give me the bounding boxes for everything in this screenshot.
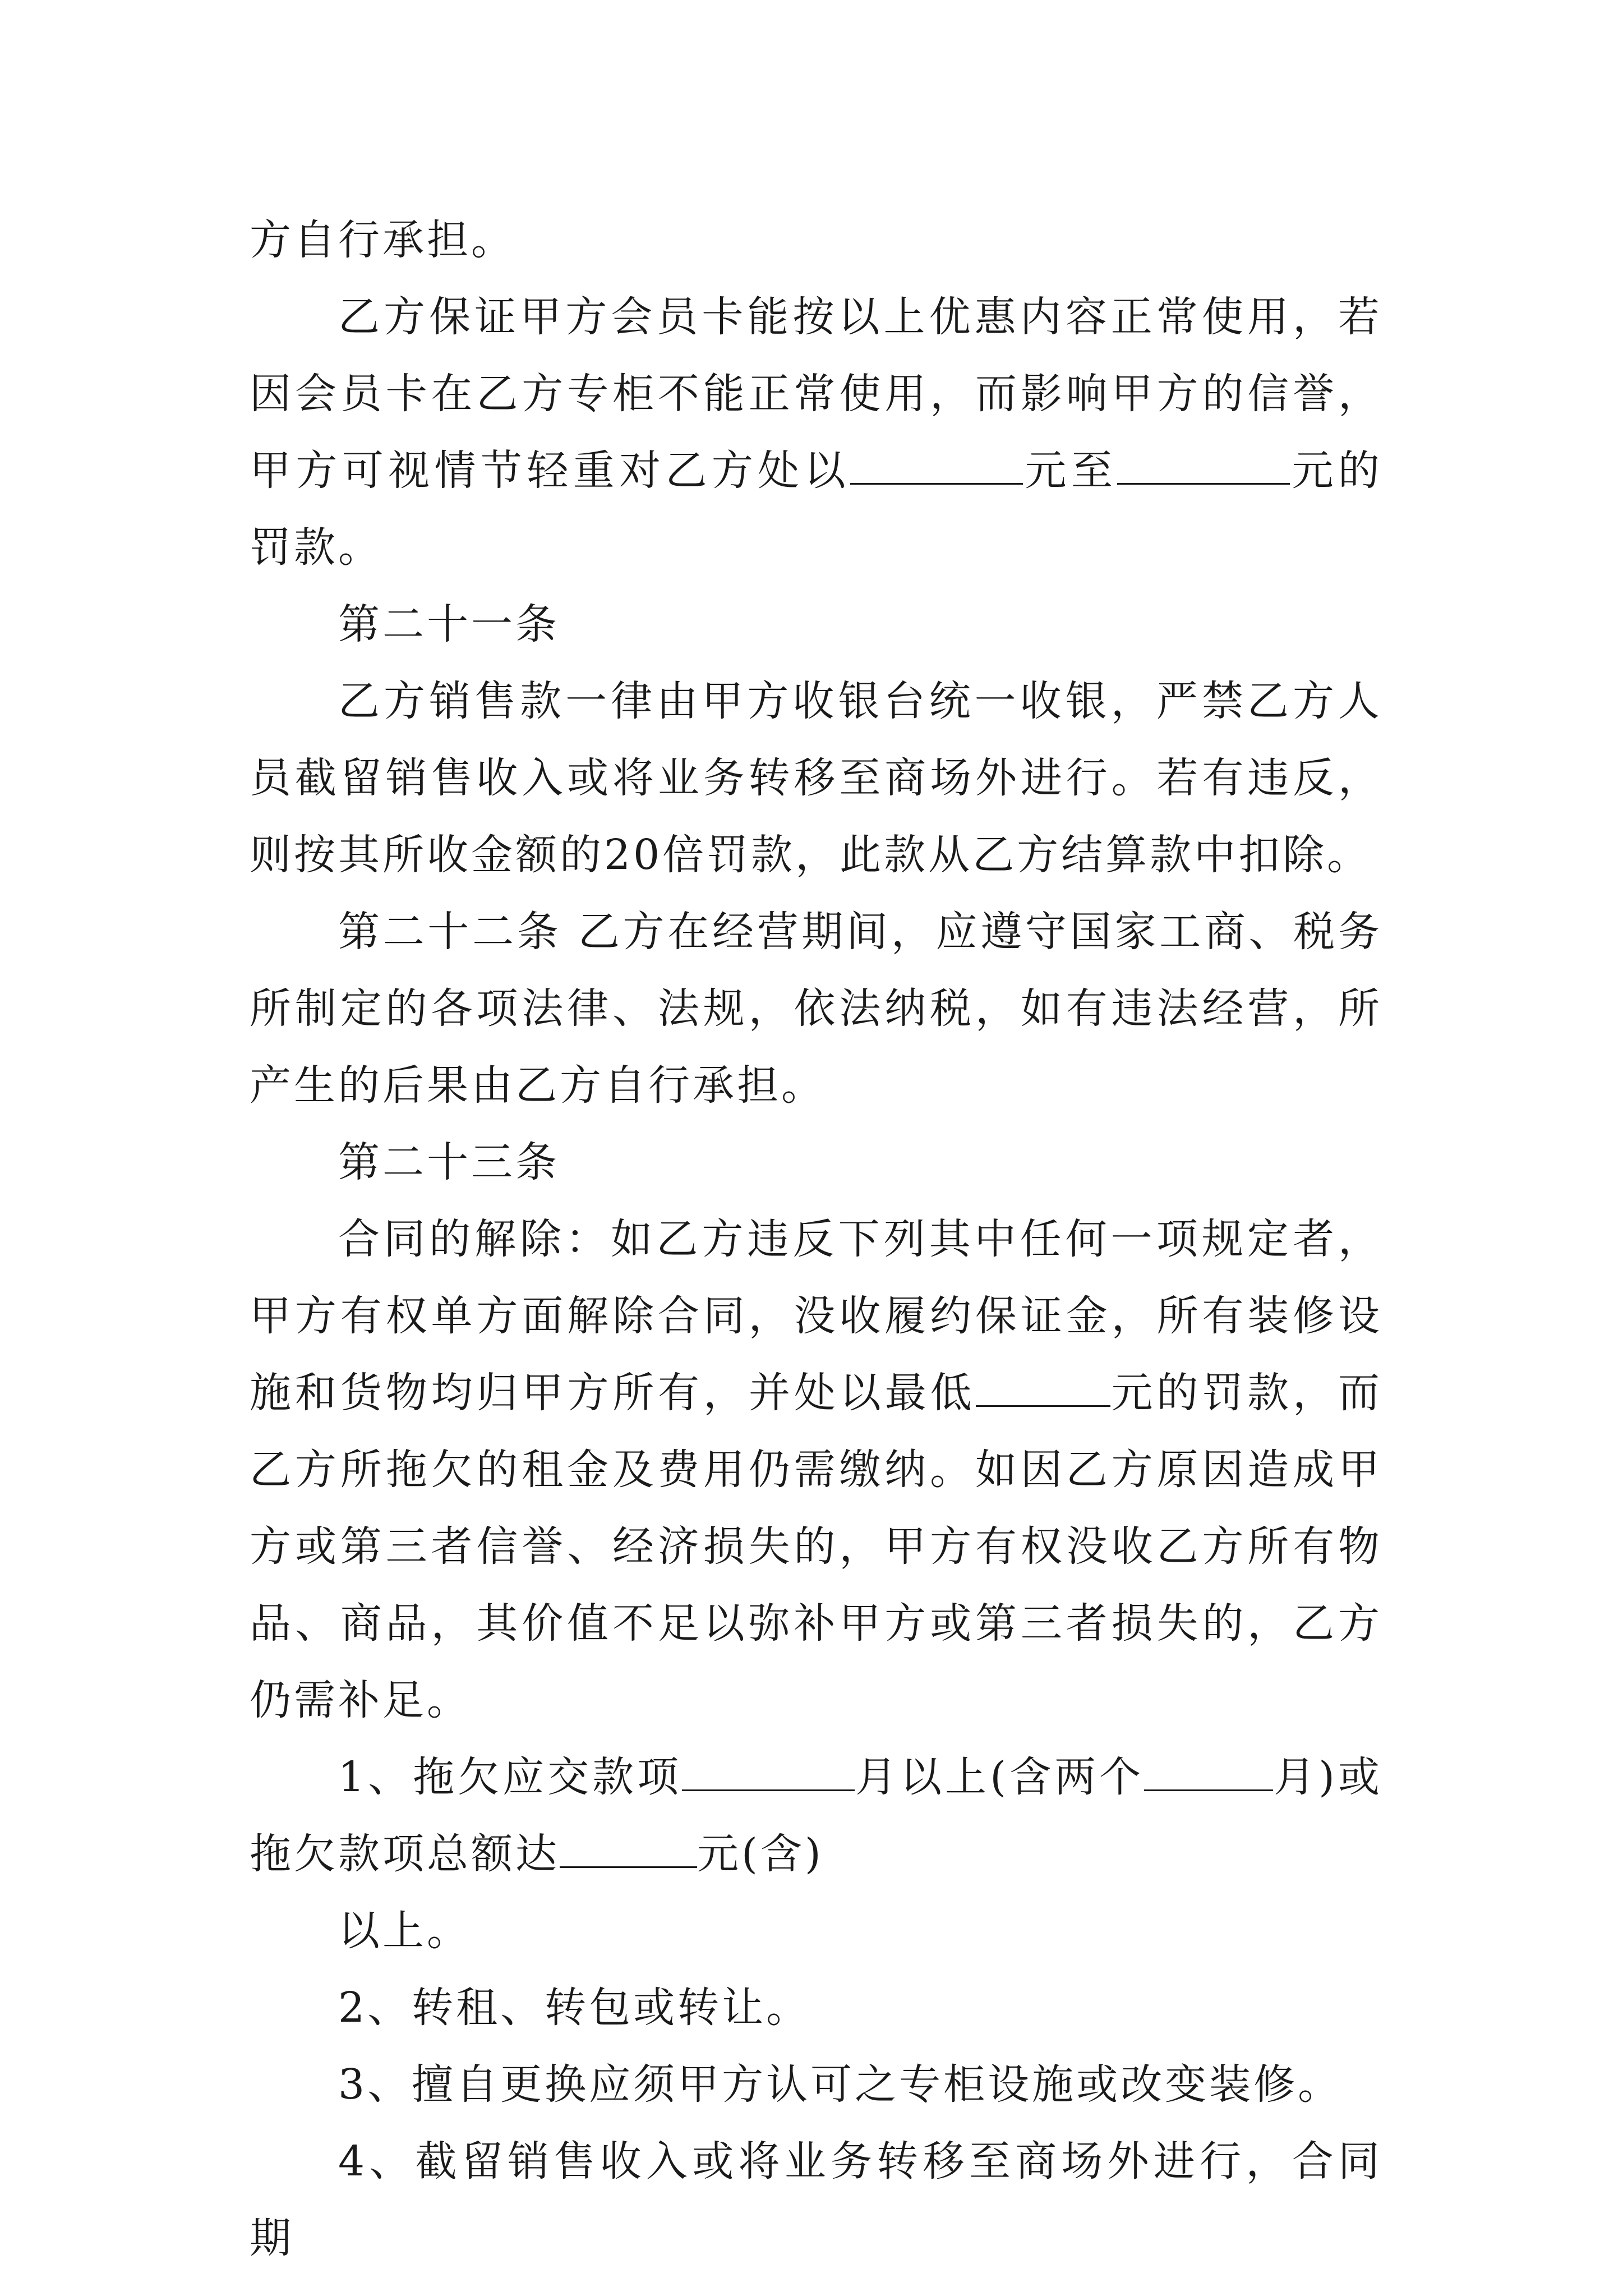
contract-text <box>250 202 1382 2277</box>
text-segment: 元至 <box>1023 447 1118 495</box>
paragraph-continuation <box>250 202 1382 279</box>
article-heading-23 <box>250 1124 1382 1201</box>
paragraph-contract-termination <box>250 1201 1382 1739</box>
text-segment: 合同的解除：如乙方违反下列其中任何一项规定者，甲方有权单方面解除合同，没收履约保证金，所有装修设施和货物均归甲方所有，并处以最低 <box>250 1215 1382 1417</box>
paragraph-article-22 <box>250 894 1382 1124</box>
fill-in-blank-months[interactable] <box>682 1755 855 1791</box>
fill-in-blank-minimum-fine[interactable] <box>976 1370 1110 1407</box>
text-segment: 元(含) <box>697 1830 824 1878</box>
text-segment: 第二十二条 乙方在经营期间，应遵守国家工商、税务所制定的各项法律、法规，依法纳税，如有违法经营，所产生的后果由乙方自行承担。 <box>250 908 1382 1110</box>
text-segment: 第二十三条 <box>338 1138 560 1186</box>
text-segment: 乙方销售款一律由甲方收银台统一收银，严禁乙方人员截留销售收入或将业务转移至商场外进行。若有违反，则按其所收金额的20倍罚款，此款从乙方结算款中扣除。 <box>250 677 1382 879</box>
paragraph-article-21 <box>250 663 1382 894</box>
article-heading-21 <box>250 586 1382 663</box>
paragraph-membership-card-guarantee <box>250 279 1382 586</box>
text-segment: 第二十一条 <box>338 600 560 648</box>
fill-in-blank-min-fine[interactable] <box>850 448 1023 485</box>
text-segment: 4、截留销售收入或将业务转移至商场外进行，合同期 <box>250 2137 1382 2262</box>
text-segment: 乙方保证甲方会员卡能按以上优惠内容正常使用，若因会员卡在乙方专柜不能正常使用，而影响甲方的信誉，甲方可视情节轻重对乙方处以 <box>250 293 1382 495</box>
text-segment: 月)或拖欠款项总额达 <box>250 1753 1382 1878</box>
list-item-1 <box>250 1739 1382 1893</box>
fill-in-blank-total-amount[interactable] <box>560 1832 697 1868</box>
text-segment: 2、转租、转包或转让。 <box>338 1984 811 2032</box>
list-item-2 <box>250 1970 1382 2046</box>
text-segment: 元的罚款。 <box>250 447 1383 572</box>
text-segment: 月以上(含两个 <box>855 1753 1145 1801</box>
fill-in-blank-max-fine[interactable] <box>1117 448 1290 485</box>
text-segment: 元的罚款，而乙方所拖欠的租金及费用仍需缴纳。如因乙方原因造成甲方或第三者信誉、经济损失的，甲方有权没收乙方所有物品、商品，其价值不足以弥补甲方或第三者损失的，乙方仍需补足。 <box>250 1369 1383 1724</box>
text-segment: 方自行承担。 <box>250 216 515 264</box>
list-item-1-continuation <box>250 1893 1382 1970</box>
list-item-4 <box>250 2123 1382 2277</box>
list-item-3 <box>250 2046 1382 2123</box>
fill-in-blank-two-months[interactable] <box>1144 1755 1273 1791</box>
text-segment: 3、擅自更换应须甲方认可之专柜设施或改变装修。 <box>338 2060 1343 2109</box>
text-segment: 1、拖欠应交款项 <box>338 1753 683 1801</box>
text-segment: 以上。 <box>338 1907 471 1955</box>
